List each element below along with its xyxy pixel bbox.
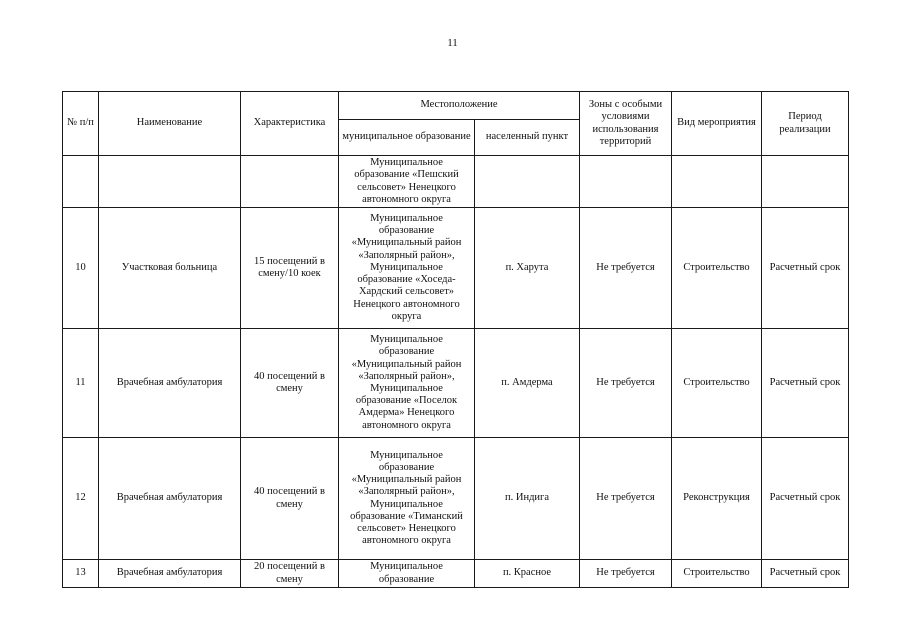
cell-characteristic [241,156,339,208]
cell-name: Врачебная амбулатория [99,560,241,588]
cell-municipal: Муниципальное образование «Муниципальный район «Заполярный район», Муниципальное образование «Хоседа-Хардский сельсовет» Ненецкого автономного округа [339,208,475,329]
cell-municipal: Муниципальное образование «Муниципальный район «Заполярный район», Муниципальное образование «Тиманский сельсовет» Ненецкого автономного округа [339,438,475,560]
cell-zones: Не требуется [580,329,672,438]
cell-settlement: п. Харута [475,208,580,329]
cell-type: Строительство [672,329,762,438]
table-row [63,208,849,329]
header-location: Местоположение [339,92,580,120]
header-period: Период реализации [762,92,849,156]
cell-type: Реконструкция [672,438,762,560]
header-type: Вид мероприятия [672,92,762,156]
header-municipal: муниципальное образование [339,120,475,156]
cell-name: Врачебная амбулатория [99,438,241,560]
cell-settlement: п. Амдерма [475,329,580,438]
cell-type: Строительство [672,208,762,329]
table-row [63,329,849,438]
cell-period: Расчетный срок [762,208,849,329]
facilities-table [62,91,849,588]
table-row [63,560,849,588]
cell-characteristic: 20 посещений в смену [241,560,339,588]
cell-characteristic: 15 посещений в смену/10 коек [241,208,339,329]
header-zones: Зоны с особыми условиями использования территорий [580,92,672,156]
cell-municipal: Муниципальное образование «Муниципальный район «Заполярный район», Муниципальное образование «Поселок Амдерма» Ненецкого автономного округа [339,329,475,438]
cell-period: Расчетный срок [762,438,849,560]
table-row [63,438,849,560]
cell-name: Врачебная амбулатория [99,329,241,438]
cell-settlement: п. Индига [475,438,580,560]
cell-type: Строительство [672,560,762,588]
cell-zones: Не требуется [580,560,672,588]
table-row [63,156,849,208]
cell-num: 11 [63,329,99,438]
cell-municipal: Муниципальное образование [339,560,475,588]
cell-zones [580,156,672,208]
cell-zones: Не требуется [580,438,672,560]
cell-name [99,156,241,208]
cell-settlement: п. Красное [475,560,580,588]
header-name: Наименование [99,92,241,156]
cell-num: 10 [63,208,99,329]
header-characteristic: Характеристика [241,92,339,156]
cell-num [63,156,99,208]
cell-characteristic: 40 посещений в смену [241,438,339,560]
cell-type [672,156,762,208]
cell-num: 12 [63,438,99,560]
cell-characteristic: 40 посещений в смену [241,329,339,438]
cell-name: Участковая больница [99,208,241,329]
cell-period [762,156,849,208]
cell-period: Расчетный срок [762,329,849,438]
cell-municipal: Муниципальное образование «Пешский сельсовет» Ненецкого автономного округа [339,156,475,208]
cell-settlement [475,156,580,208]
page-number: 11 [447,37,458,49]
header-settlement: населенный пункт [475,120,580,156]
cell-period: Расчетный срок [762,560,849,588]
cell-zones: Не требуется [580,208,672,329]
cell-num: 13 [63,560,99,588]
header-num: № п/п [63,92,99,156]
